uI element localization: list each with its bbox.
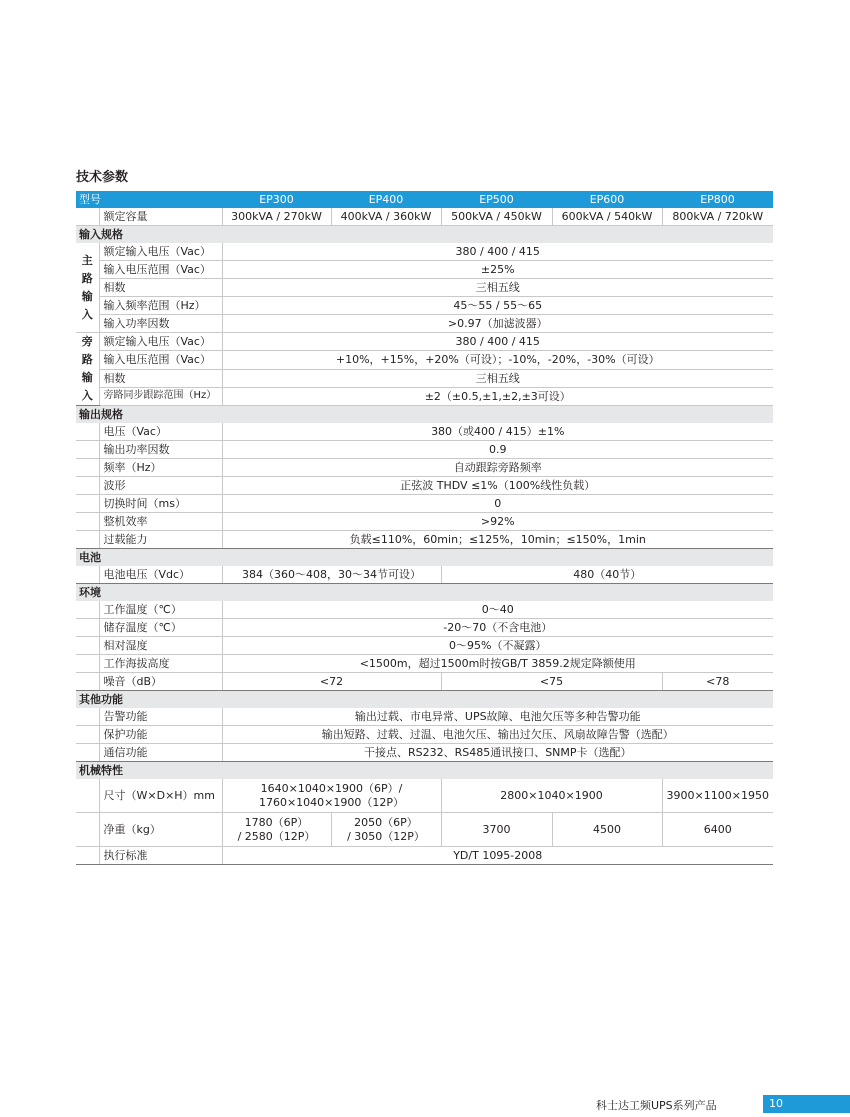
other-row xyxy=(76,726,773,744)
battery-value-ep500-800: 480（40节） xyxy=(441,566,773,584)
row-value: +10%，+15%，+20%（可设）；-10%，-20%，-30%（可设） xyxy=(222,351,773,369)
environment-row xyxy=(76,655,773,673)
row-value: 0 xyxy=(222,495,773,513)
battery-row xyxy=(76,566,773,584)
row-value: 干接点、RS232、RS485通讯接口、SNMP卡（选配） xyxy=(222,744,773,762)
bypass-input-group-label: 旁 路 输 入 xyxy=(76,333,99,406)
capacity-row xyxy=(76,208,773,226)
noise-row xyxy=(76,673,773,691)
standard-row xyxy=(76,847,773,865)
environment-row xyxy=(76,601,773,619)
output-row xyxy=(76,459,773,477)
weight-ep400: 2050（6P） / 3050（12P） xyxy=(331,813,441,847)
row-label: 执行标准 xyxy=(99,847,222,865)
model-ep600: EP600 xyxy=(552,191,662,208)
row-value: YD/T 1095-2008 xyxy=(222,847,773,865)
row-value: 负载≤110%，60min；≤125%，10min；≤150%，1min xyxy=(222,531,773,549)
row-value: 380 / 400 / 415 xyxy=(222,333,773,351)
section-other-title: 其他功能 xyxy=(76,691,773,709)
section-input-title: 输入规格 xyxy=(76,226,773,244)
row-label: 波形 xyxy=(99,477,222,495)
row-label: 切换时间（ms） xyxy=(99,495,222,513)
output-row xyxy=(76,531,773,549)
row-label: 储存温度（℃） xyxy=(99,619,222,637)
row-label: 额定输入电压（Vac） xyxy=(99,243,222,261)
row-label: 输入功率因数 xyxy=(99,315,222,333)
capacity-ep800: 800kVA / 720kW xyxy=(662,208,773,226)
capacity-ep500: 500kVA / 450kW xyxy=(441,208,552,226)
size-ep800: 3900×1100×1950 xyxy=(662,779,773,813)
row-value: 输出短路、过载、过温、电池欠压、输出过欠压、风扇故障告警（选配） xyxy=(222,726,773,744)
environment-row xyxy=(76,619,773,637)
row-value: >0.97（加滤波器） xyxy=(222,315,773,333)
row-value: 三相五线 xyxy=(222,369,773,387)
row-label: 输入频率范围（Hz） xyxy=(99,297,222,315)
row-label: 通信功能 xyxy=(99,744,222,762)
main-input-row xyxy=(76,243,773,261)
section-environment xyxy=(76,584,773,602)
output-row xyxy=(76,477,773,495)
row-value: 输出过载、市电异常、UPS故障、电池欠压等多种告警功能 xyxy=(222,708,773,726)
row-label: 电压（Vac） xyxy=(99,423,222,441)
size-ep300-400: 1640×1040×1900（6P）/ 1760×1040×1900（12P） xyxy=(222,779,441,813)
main-input-group-label: 主 路 输 入 xyxy=(76,243,99,333)
row-value: 正弦波 THDV ≤1%（100%线性负载） xyxy=(222,477,773,495)
row-label: 整机效率 xyxy=(99,513,222,531)
row-label: 输出功率因数 xyxy=(99,441,222,459)
page-number: 10 xyxy=(763,1095,850,1113)
model-ep400: EP400 xyxy=(331,191,441,208)
battery-value-ep300-400: 384（360～408，30～34节可设） xyxy=(222,566,441,584)
row-label: 额定输入电压（Vac） xyxy=(99,333,222,351)
weight-ep500: 3700 xyxy=(441,813,552,847)
bypass-input-row xyxy=(76,333,773,351)
other-row xyxy=(76,708,773,726)
main-input-row xyxy=(76,297,773,315)
weight-ep600: 4500 xyxy=(552,813,662,847)
row-value: 0.9 xyxy=(222,441,773,459)
section-mechanical-title: 机械特性 xyxy=(76,762,773,780)
main-input-row xyxy=(76,279,773,297)
row-label: 旁路同步跟踪范围（Hz） xyxy=(99,387,222,405)
spec-table xyxy=(76,191,773,865)
row-label: 电池电压（Vdc） xyxy=(99,566,222,584)
section-output-title: 输出规格 xyxy=(76,406,773,424)
weight-ep300: 1780（6P） / 2580（12P） xyxy=(222,813,331,847)
row-value: 380 / 400 / 415 xyxy=(222,243,773,261)
output-row xyxy=(76,441,773,459)
row-label: 输入电压范围（Vac） xyxy=(99,261,222,279)
environment-row xyxy=(76,637,773,655)
row-value: 0～40 xyxy=(222,601,773,619)
row-value: 自动跟踪旁路频率 xyxy=(222,459,773,477)
noise-ep800: <78 xyxy=(662,673,773,691)
weight-ep800: 6400 xyxy=(662,813,773,847)
row-value: 三相五线 xyxy=(222,279,773,297)
capacity-ep600: 600kVA / 540kW xyxy=(552,208,662,226)
row-value: 380（或400 / 415）±1% xyxy=(222,423,773,441)
row-label: 尺寸（W×D×H）mm xyxy=(99,779,222,813)
row-value: >92% xyxy=(222,513,773,531)
row-value: 45～55 / 55～65 xyxy=(222,297,773,315)
row-label: 输入电压范围（Vac） xyxy=(99,351,222,369)
row-label: 噪音（dB） xyxy=(99,673,222,691)
model-label: 型号 xyxy=(76,191,222,208)
row-label: 告警功能 xyxy=(99,708,222,726)
row-label: 相数 xyxy=(99,279,222,297)
row-value: -20～70（不含电池） xyxy=(222,619,773,637)
section-output xyxy=(76,406,773,424)
section-mechanical xyxy=(76,762,773,780)
row-label: 相对湿度 xyxy=(99,637,222,655)
output-row xyxy=(76,513,773,531)
section-battery-title: 电池 xyxy=(76,549,773,567)
other-row xyxy=(76,744,773,762)
noise-ep300-400: <72 xyxy=(222,673,441,691)
weight-row xyxy=(76,813,773,847)
row-label: 工作海拔高度 xyxy=(99,655,222,673)
row-label: 净重（kg） xyxy=(99,813,222,847)
row-label: 相数 xyxy=(99,369,222,387)
row-value: 0～95%（不凝露） xyxy=(222,637,773,655)
model-ep500: EP500 xyxy=(441,191,552,208)
row-label: 保护功能 xyxy=(99,726,222,744)
noise-ep500-600: <75 xyxy=(441,673,662,691)
page-title: 技术参数 xyxy=(76,170,129,185)
row-value: ±25% xyxy=(222,261,773,279)
bypass-input-row xyxy=(76,369,773,387)
output-row xyxy=(76,495,773,513)
section-battery xyxy=(76,549,773,567)
capacity-ep400: 400kVA / 360kW xyxy=(331,208,441,226)
section-input xyxy=(76,226,773,244)
row-label: 频率（Hz） xyxy=(99,459,222,477)
section-environment-title: 环境 xyxy=(76,584,773,602)
header-row xyxy=(76,191,773,208)
size-ep500-600: 2800×1040×1900 xyxy=(441,779,662,813)
size-row xyxy=(76,779,773,813)
row-value: ±2（±0.5,±1,±2,±3可设） xyxy=(222,387,773,405)
output-row xyxy=(76,423,773,441)
main-input-row xyxy=(76,315,773,333)
row-value: <1500m，超过1500m时按GB/T 3859.2规定降额使用 xyxy=(222,655,773,673)
section-other xyxy=(76,691,773,709)
main-input-row xyxy=(76,261,773,279)
row-label: 过载能力 xyxy=(99,531,222,549)
model-ep800: EP800 xyxy=(662,191,773,208)
model-ep300: EP300 xyxy=(222,191,331,208)
capacity-label: 额定容量 xyxy=(99,208,222,226)
row-label: 工作温度（℃） xyxy=(99,601,222,619)
footer-text: 科士达工频UPS系列产品 xyxy=(596,1099,717,1112)
bypass-input-row xyxy=(76,351,773,369)
bypass-input-row xyxy=(76,387,773,405)
capacity-ep300: 300kVA / 270kW xyxy=(222,208,331,226)
